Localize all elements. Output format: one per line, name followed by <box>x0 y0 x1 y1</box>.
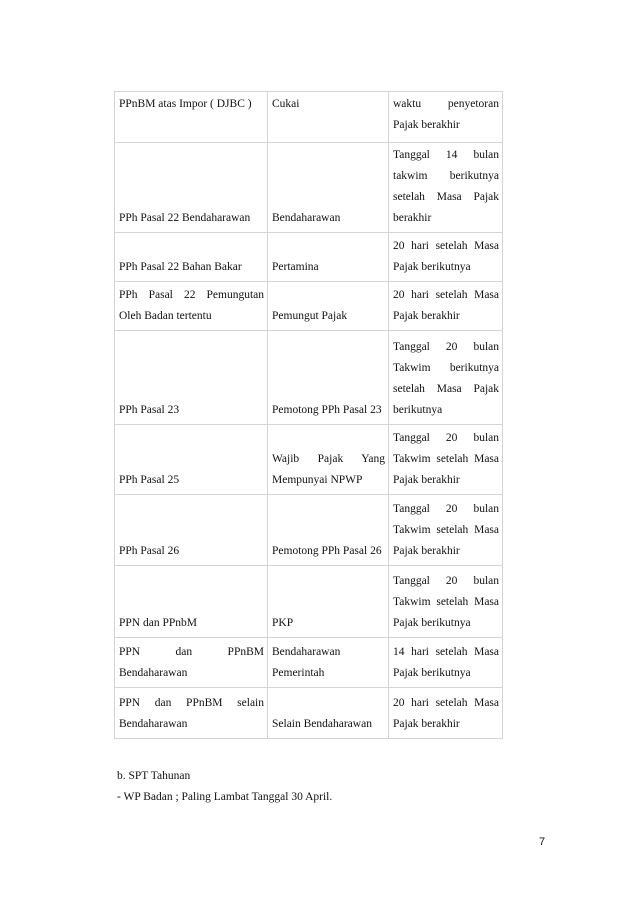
tax-type-cell: PPh Pasal 25 <box>115 425 268 495</box>
payer-cell: Pertamina <box>268 233 389 282</box>
payer-cell: Wajib Pajak Yang Mempunyai NPWP <box>268 425 389 495</box>
payer-cell: Pemotong PPh Pasal 23 <box>268 331 389 425</box>
table-row <box>115 566 503 638</box>
table-row <box>115 233 503 282</box>
table-row <box>115 495 503 566</box>
payer-cell: Pemotong PPh Pasal 26 <box>268 495 389 566</box>
table-row <box>115 688 503 739</box>
payer-cell: Bendaharawan <box>268 143 389 233</box>
deadline-cell: 20 hari setelah Masa Pajak berakhir <box>389 688 503 739</box>
payer-cell: PKP <box>268 566 389 638</box>
deadline-cell: Tanggal 14 bulan takwim berikutnya setelah Masa Pajak berakhir <box>389 143 503 233</box>
deadline-cell: Tanggal 20 bulan Takwim setelah Masa Pajak berikutnya <box>389 566 503 638</box>
deadline-cell: 20 hari setelah Masa Pajak berikutnya <box>389 233 503 282</box>
tax-type-cell: PPN dan PPnbM <box>115 566 268 638</box>
tax-type-cell: PPnBM atas Impor ( DJBC ) <box>115 92 268 143</box>
deadline-cell: Tanggal 20 bulan Takwim setelah Masa Pajak berakhir <box>389 495 503 566</box>
section-heading: b. SPT Tahunan <box>117 770 191 782</box>
deadline-cell: Tanggal 20 bulan Takwim berikutnya setelah Masa Pajak berikutnya <box>389 331 503 425</box>
tax-type-cell: PPN dan PPnBM selain Bendaharawan <box>115 688 268 739</box>
payer-cell: Selain Bendaharawan <box>268 688 389 739</box>
deadline-cell: 20 hari setelah Masa Pajak berakhir <box>389 282 503 331</box>
payer-cell: Cukai <box>268 92 389 143</box>
tax-type-cell: PPh Pasal 23 <box>115 331 268 425</box>
tax-type-cell: PPh Pasal 26 <box>115 495 268 566</box>
payer-cell: Bendaharawan Pemerintah <box>268 638 389 688</box>
payer-cell: Pemungut Pajak <box>268 282 389 331</box>
table-row <box>115 425 503 495</box>
table-row <box>115 143 503 233</box>
table-row <box>115 638 503 688</box>
deadline-cell: waktu penyetoran Pajak berakhir <box>389 92 503 143</box>
table-row <box>115 92 503 143</box>
tax-type-cell: PPh Pasal 22 Bahan Bakar <box>115 233 268 282</box>
deadline-cell: Tanggal 20 bulan Takwim setelah Masa Pajak berakhir <box>389 425 503 495</box>
table-row <box>115 282 503 331</box>
tax-type-cell: PPh Pasal 22 Bendaharawan <box>115 143 268 233</box>
table-row <box>115 331 503 425</box>
tax-deadline-table <box>114 91 503 739</box>
tax-type-cell: PPh Pasal 22 Pemungutan Oleh Badan tertentu <box>115 282 268 331</box>
deadline-cell: 14 hari setelah Masa Pajak berikutnya <box>389 638 503 688</box>
spt-tahunan-section <box>117 766 332 808</box>
page-number: 7 <box>539 836 546 848</box>
section-item: - WP Badan ; Paling Lambat Tanggal 30 April. <box>117 791 333 803</box>
tax-type-cell: PPN dan PPnBM Bendaharawan <box>115 638 268 688</box>
